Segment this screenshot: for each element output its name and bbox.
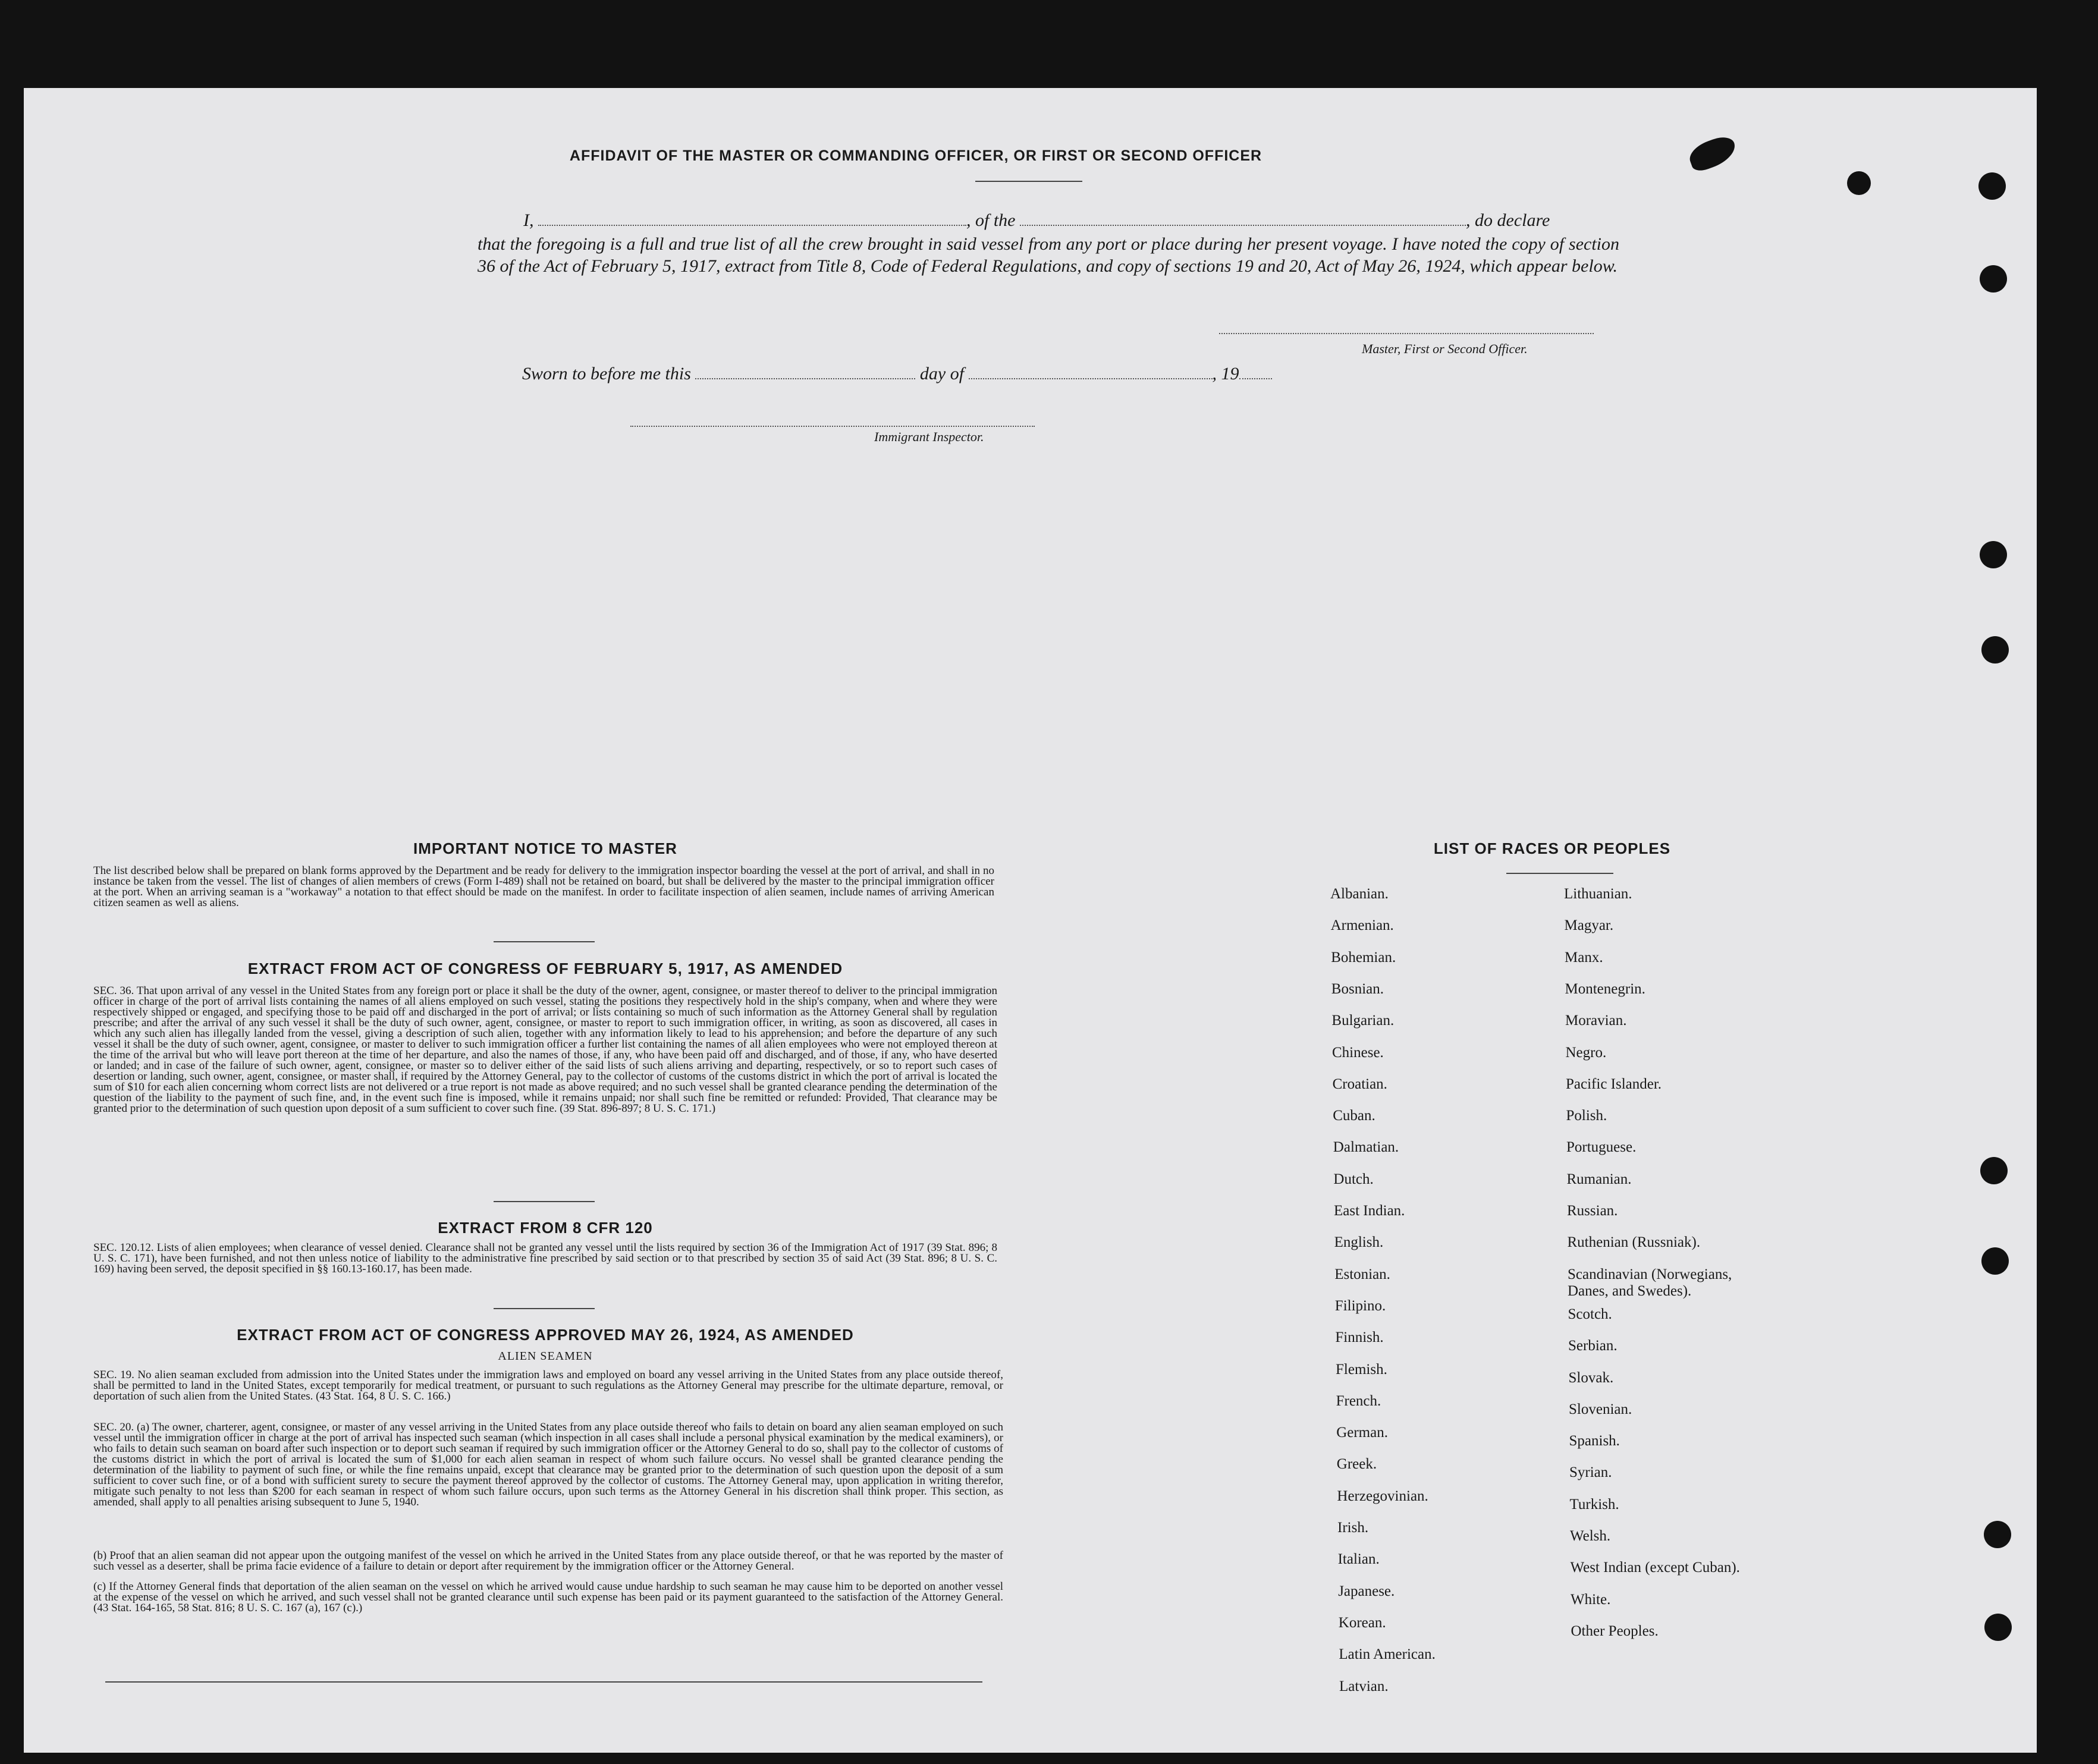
master-label: Master, First or Second Officer. [1362,341,1528,356]
race-item: Ruthenian (Russniak). [1567,1234,1701,1251]
races-title: LIST OF RACES OR PEOPLES [1433,839,1671,857]
race-item: Flemish. [1336,1361,1387,1378]
extract-cfr-text: SEC. 120.12. Lists of alien employees; when clearance of vessel denied. Clearance shall not be granted any vessel until the lists required by section 36 of the Immigration Act of 1917 (39 Stat. 896; 8 U. S. C. 171), have been furnished, and not then unless notice of liability to the administrative fine prescribed by said section or to that prescribed by section 35 of said Act (39 Stat. 896; 8 U. S. C. 169) having been served, the deposit specified in §§ 160.13-160.17, has been made. [93,1241,997,1275]
sec-20a-text: SEC. 20. (a) The owner, charterer, agent, consignee, or master of any vessel arriving in the United States from any place outside thereof who fails to detain on board any alien seaman employed on such vessel until the immigration officer in charge at the port of arrival has inspected such seaman (which inspection in all cases shall include a personal physical examination by the medical examiners), or who fails to detain such seaman on board after such inspection or to deport such seaman if required by such immigration officer or the Attorney General to do so, shall pay to the collector of customs of the customs district in which the port of arrival is located the sum of $1,000 for each alien seaman in respect of whom such failure occurs. No vessel shall be granted clearance pending the determination of the liability to payment of such fine, or while the fine remains unpaid, except that clearance may be granted prior to the determination of such question upon the deposit of a sum sufficient to cover such fine, or of a bond with sufficient surety to secure the payment thereof approved by the collector of customs. The Attorney General may, upon application in writing therefor, mitigate such penalty to not less than $200 for each seaman in respect of whom such failure occurs, upon such terms as the Attorney General in his discretion shall think proper. This section, as amended, shall apply to all penalties arising subsequent to June 5, 1940. [93,1421,1003,1508]
race-item: Scotch. [1568,1306,1612,1322]
race-item: Korean. [1338,1614,1386,1631]
extract-1924-title: EXTRACT FROM ACT OF CONGRESS APPROVED MAY 26, 1924, AS AMENDED [237,1326,854,1344]
race-item: Manx. [1565,949,1603,966]
race-item: Bulgarian. [1331,1013,1395,1029]
sworn-month-field[interactable] [969,378,1213,379]
extract-1917-title: EXTRACT FROM ACT OF CONGRESS OF FEBRUARY 5, 1917, AS AMENDED [247,960,843,977]
extract-1917-text: SEC. 36. That upon arrival of any vessel in the United States from any foreign port or place it shall be the duty of the owner, agent, consignee, or master thereof to deliver to the principal immigration officer in charge of the port of arrival lists containing the names of all aliens employed on such vessel, stating the positions they respectively hold in the ship's company, when and where they were respectively shipped or engaged, and specifying those to be paid off and discharged in the port of arrival; or lists containing so much of such information as the Attorney General shall by regulation prescribe; and after the arrival of any such vessel it shall be the duty of such owner, agent, consignee, or master to report to such immigration officer, in writing, as soon as discovered, all cases in which any such alien has illegally landed from the vessel, giving a description of such alien, together with any information likely to lead to his apprehension; and before the departure of any such vessel it shall be the duty of such owner, agent, consignee, or master to deliver to such immigration officer a further list containing the names of all alien employees who were not employed thereon at the time of the arrival but who will leave port thereon at the time of her departure, and also the names of those, if any, who have been paid off and discharged, and of those, if any, who have deserted or landed; and in case of the failure of such owner, agent, consignee, or master so to deliver either of the said lists of such aliens arriving and departing, respectively, or so to report such cases of desertion or landing, such owner, agent, consignee, or master shall, if required by the Attorney General, pay to the collector of customs of the customs district in which the port of arrival is located the sum of $10 for each alien concerning whom correct lists are not delivered or a true report is not made as above required; and no such vessel shall be granted clearance pending the determination of the question of the liability to the payment of such fine, and, in the event such fine is imposed, while it remains unpaid; nor shall such fine be remitted or refunded: Provided, That clearance may be granted prior to the determination of such question upon deposit of a sum sufficient to cover such fine. (39 Stat. 896-897; 8 U. S. C. 171.) [93,985,997,1115]
race-item: East Indian. [1334,1203,1405,1219]
sworn-day-field[interactable] [695,378,915,379]
race-item: Russian. [1567,1203,1618,1219]
sec-19-text: SEC. 19. No alien seaman excluded from admission into the United States under the immigration laws and employed on board any vessel arriving in the United States from any place outside thereof, shall be permitted to land in the United States, except temporarily for medical treatment, or pursuant to such regulations as the Attorney General may prescribe for the ultimate departure, removal, or deportation of such alien from the United States. (43 Stat. 164, 8 U. S. C. 166.) [93,1369,1003,1403]
punch-hole [1978,172,2006,200]
race-item: Welsh. [1570,1528,1611,1544]
race-item: Moravian. [1565,1013,1627,1029]
sec-20b-text: (b) Proof that an alien seaman did not appear upon the outgoing manifest of the vessel on which he arrived in the United States from any place outside thereof, or that he was reported by the master of such vessel as a deserter, shall be prima facie evidence of a failure to detain or deport after requirement by the immigration officer or the Attorney General. [93,1549,1003,1573]
inspector-label: Immigrant Inspector. [874,429,984,444]
vessel-field[interactable] [1020,225,1466,226]
race-item: Syrian. [1569,1464,1612,1481]
race-item: Latin American. [1339,1646,1436,1663]
document-sheet [24,88,2037,1753]
affidavit-line1 [523,210,1550,231]
punch-hole [1981,636,2009,664]
race-item: Greek. [1336,1456,1377,1473]
punch-hole [1980,1157,2008,1184]
ink-blot [1686,133,1739,174]
extract-cfr-title: EXTRACT FROM 8 CFR 120 [438,1219,653,1237]
inspector-signature-field[interactable] [630,426,1035,427]
race-item: White. [1571,1591,1611,1608]
race-item: Pacific Islander. [1566,1076,1662,1092]
race-item: Albanian. [1330,886,1389,902]
race-item: Polish. [1566,1108,1607,1124]
day-of-label: day of [919,364,965,383]
punch-hole [1984,1614,2012,1641]
punch-hole [1980,265,2007,293]
title-underline [975,181,1082,182]
race-item: Lithuanian. [1564,886,1632,902]
race-item: Slovak. [1568,1369,1614,1386]
races-title-underline [1506,873,1613,874]
race-item: Scandinavian (Norwegians, Danes, and Swedes). [1568,1266,1732,1299]
punch-hole [1984,1521,2011,1548]
year-label: , 19 [1212,364,1239,383]
punch-hole [1981,1247,2009,1275]
race-item: Irish. [1337,1520,1369,1536]
race-item: Portuguese. [1566,1139,1637,1156]
race-item: Dutch. [1333,1171,1374,1187]
race-item: Filipino. [1334,1297,1386,1314]
divider [494,941,595,942]
race-item: Herzegovinian. [1337,1488,1428,1504]
alien-seamen-subtitle: ALIEN SEAMEN [498,1350,593,1363]
race-item: Armenian. [1330,917,1394,934]
race-item: Montenegrin. [1565,980,1645,997]
race-item: Negro. [1565,1044,1607,1061]
race-item: Rumanian. [1566,1171,1632,1187]
race-item: Chinese. [1332,1044,1384,1061]
race-item: Latvian. [1339,1678,1389,1694]
divider [494,1308,595,1309]
bottom-rule [105,1681,982,1683]
race-item: English. [1334,1234,1384,1251]
notice-title: IMPORTANT NOTICE TO MASTER [413,839,677,857]
race-item: Magyar. [1564,917,1614,934]
sworn-year-field[interactable] [1239,378,1272,379]
race-item: Slovenian. [1569,1401,1632,1417]
i-label: I, [523,210,534,230]
of-the-label: , of the [966,210,1016,230]
race-item: Croatian. [1332,1076,1387,1092]
notice-text: The list described below shall be prepared on blank forms approved by the Department and be ready for delivery to the immigration inspector boarding the vessel at the port of arrival, and shall in no instance be taken from the vessel. The list of changes of alien members of crews (Form I-489) shall not be retained on board, but shall be delivered by the master to the principal immigration officer at the port. When an arriving seaman is a "workaway" a notation to that effect should be made on the manifest. In order to facilitate inspection of alien seamen, include names of arriving American citizen seamen as well as aliens. [93,864,994,909]
race-item: French. [1336,1392,1381,1409]
race-item: West Indian (except Cuban). [1570,1559,1740,1576]
race-item: Other Peoples. [1571,1622,1659,1639]
race-item: Bohemian. [1331,949,1396,966]
master-signature-field[interactable] [1219,333,1594,334]
race-item: Bosnian. [1331,980,1384,997]
race-item: Dalmatian. [1333,1139,1399,1156]
race-item: Turkish. [1569,1496,1619,1513]
race-item: Italian. [1337,1551,1380,1568]
sworn-line [522,364,1272,384]
race-item: German. [1336,1425,1388,1441]
sworn-label: Sworn to before me this [522,364,691,383]
divider [494,1201,595,1202]
punch-hole [1847,171,1871,195]
sec-20c-text: (c) If the Attorney General finds that deportation of the alien seaman on the vessel on which he arrived would cause undue hardship to such seaman he may cause him to be deported on another vessel at the expense of the vessel on which he arrived, and such vessel shall not be granted clearance until such expense has been paid or its payment guaranteed to the satisfaction of the Attorney General. (43 Stat. 164-165, 58 Stat. 816; 8 U. S. C. 167 (a), 167 (c).) [93,1580,1003,1614]
punch-hole [1980,541,2007,568]
race-item: Serbian. [1568,1338,1618,1354]
race-item: Finnish. [1335,1329,1384,1346]
affidavit-body: that the foregoing is a full and true list of all the crew brought in said vessel from any port or place during her present voyage. I have noted the copy of section 36 of the Act of February 5, 1917, extract from Title 8, Code of Federal Regulations, and copy of sections 19 and 20, Act of May 26, 1924, which appear below. [478,234,1619,276]
race-item: Spanish. [1569,1433,1620,1449]
race-item: Estonian. [1334,1266,1390,1282]
declare-label: , do declare [1466,210,1550,230]
race-item: Japanese. [1338,1583,1395,1599]
name-field[interactable] [538,225,966,226]
affidavit-title: AFFIDAVIT OF THE MASTER OR COMMANDING OFFICER, OR FIRST OR SECOND OFFICER [569,147,1262,164]
race-item: Cuban. [1333,1108,1375,1124]
